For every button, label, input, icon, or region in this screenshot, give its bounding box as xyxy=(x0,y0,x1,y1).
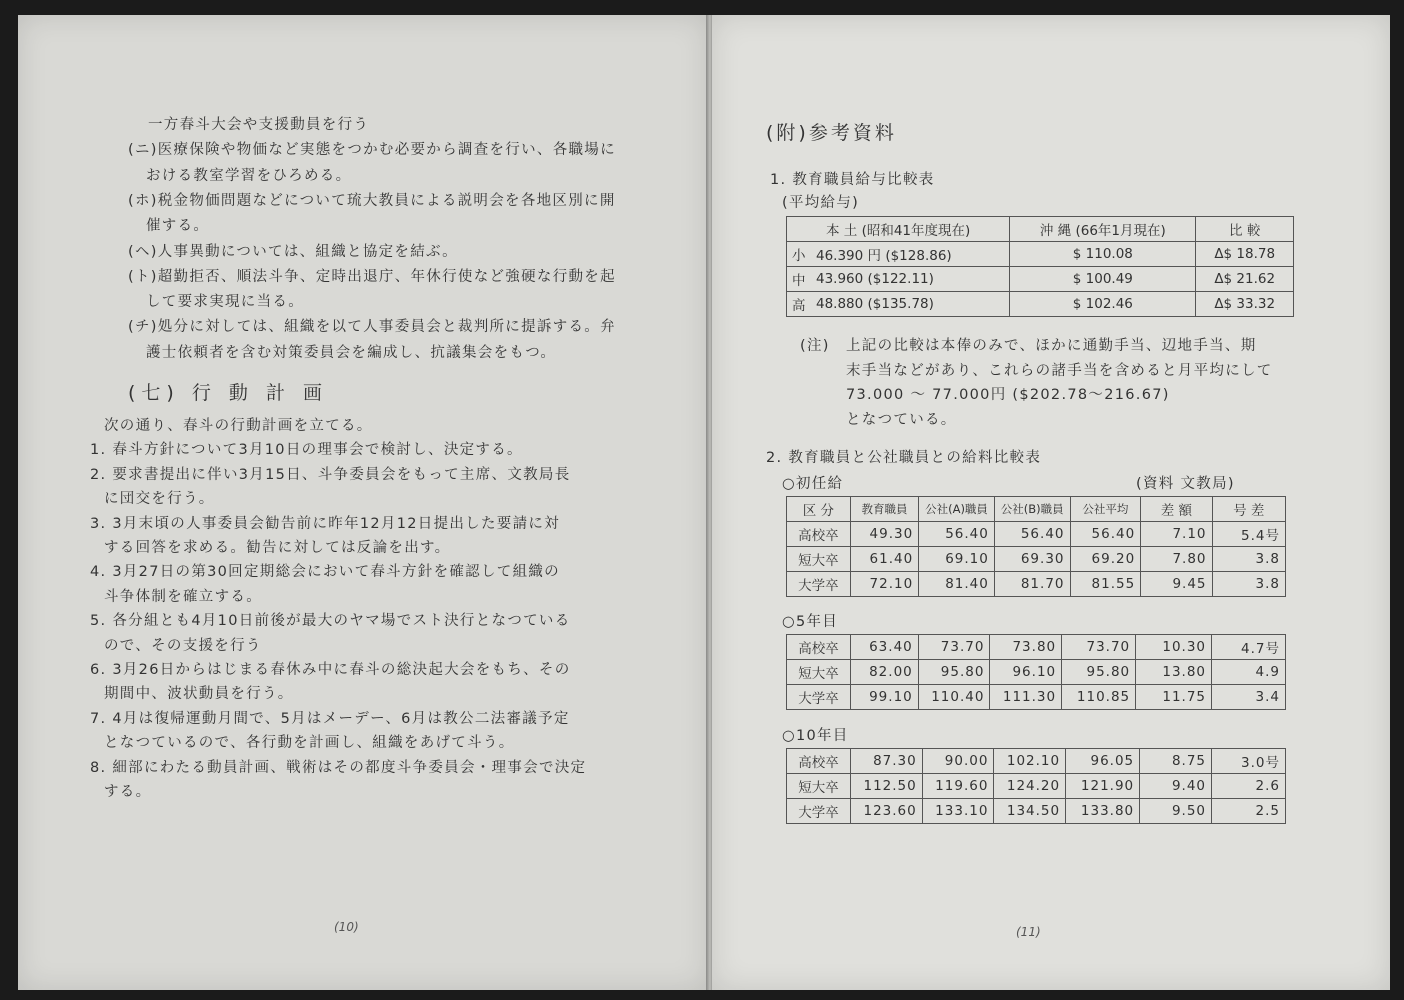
table-cell: 110.85 xyxy=(1062,685,1136,710)
subheading-1: 1. 教育職員給与比較表 xyxy=(770,172,935,188)
table-cell: $ 110.08 xyxy=(1010,242,1196,267)
table-cell: 73.70 xyxy=(1062,635,1136,660)
row-label-cell: 短大卒 xyxy=(787,660,851,685)
text-line: 7. 4月は復帰運動月間で、5月はメーデー、6月は教公二法審議予定 xyxy=(90,710,570,727)
text-line: に団交を行う。 xyxy=(104,491,215,508)
ten-year-salary-table xyxy=(786,748,1286,824)
text-line: 73.000 〜 77.000円 ($202.78〜216.67) xyxy=(846,387,1170,403)
text-line: おける教室学習をひろめる。 xyxy=(146,167,352,184)
subheading-5-years: ○5年目 xyxy=(782,614,839,630)
text-line: 護士依頼者を含む対策委員会を編成し、抗議集会をもつ。 xyxy=(146,344,557,361)
subheading-10-years: ○10年目 xyxy=(782,728,849,744)
row-label-cell: 大学卒 xyxy=(787,685,851,710)
table-cell: 82.00 xyxy=(851,660,919,685)
table-header-row xyxy=(787,497,1286,522)
table-cell: 123.60 xyxy=(851,799,923,824)
table-cell: 10.30 xyxy=(1136,635,1212,660)
row-label-cell: 高校卒 xyxy=(787,749,851,774)
text-line: 末手当などがあり、これらの諸手当を含めると月平均にして xyxy=(846,362,1273,379)
table-cell: 99.10 xyxy=(851,685,919,710)
salary-comparison-table xyxy=(786,216,1294,317)
table-header-cell: 本 土 (昭和41年度現在) xyxy=(787,217,1010,242)
text-line: (ヘ)人事異動については、組織と協定を結ぶ。 xyxy=(128,243,458,260)
text-line: ので、その支援を行う xyxy=(104,637,262,654)
text-line: する回答を求める。勧告に対しては反論を出す。 xyxy=(104,540,451,556)
table-cell: 46.390 円 ($128.86) xyxy=(811,242,1010,267)
table-cell: 56.40 xyxy=(919,522,995,547)
table-cell: 43.960 ($122.11) xyxy=(811,267,1010,292)
table-cell: 81.70 xyxy=(994,572,1070,597)
text-line: 8. 細部にわたる動員計画、戦術はその都度斗争委員会・理事会で決定 xyxy=(90,759,587,776)
table-row xyxy=(787,685,1286,710)
table-cell: 112.50 xyxy=(851,774,923,799)
subheading-2: 2. 教育職員と公社職員との給料比較表 xyxy=(766,450,1042,466)
appendix-heading: (附)参考資料 xyxy=(766,122,897,144)
subheading-initial-salary: ○初任給 xyxy=(782,476,844,492)
page-number-left: (10) xyxy=(334,920,359,934)
text-line: 2. 要求書提出に伴い3月15日、斗争委員会をもって主席、文教局長 xyxy=(90,466,571,483)
table-cell: 121.90 xyxy=(1066,774,1140,799)
table-header-cell: 差 額 xyxy=(1141,497,1212,522)
text-line: (ト)超勤拒否、順法斗争、定時出退庁、年休行使など強硬な行動を起 xyxy=(128,268,616,285)
table-cell: 81.55 xyxy=(1070,572,1141,597)
table-cell: 4.7号 xyxy=(1212,635,1286,660)
text-line: 催する。 xyxy=(146,218,210,235)
text-line: 4. 3月27日の第30回定期総会において春斗方針を確認して組織の xyxy=(90,564,560,581)
table-cell: 4.9 xyxy=(1212,660,1286,685)
table-cell: 69.30 xyxy=(994,547,1070,572)
table-cell: 119.60 xyxy=(922,774,994,799)
table-cell: 133.80 xyxy=(1066,799,1140,824)
table-header-cell: 比 較 xyxy=(1196,217,1294,242)
table-cell: 7.10 xyxy=(1141,522,1212,547)
text-line: 5. 各分組とも4月10日前後が最大のヤマ場でスト決行となつている xyxy=(90,613,571,630)
table-cell: 49.30 xyxy=(850,522,918,547)
table-cell: 134.50 xyxy=(994,799,1066,824)
row-label-cell: 大学卒 xyxy=(787,799,851,824)
table-cell: 90.00 xyxy=(922,749,994,774)
table-cell: 69.10 xyxy=(919,547,995,572)
table-cell: 111.30 xyxy=(990,685,1062,710)
row-label-cell: 高校卒 xyxy=(787,635,851,660)
table-row xyxy=(787,522,1286,547)
section-heading: (七) 行 動 計 画 xyxy=(128,382,328,404)
table-row xyxy=(787,774,1286,799)
table-cell: 96.10 xyxy=(990,660,1062,685)
table-row xyxy=(787,292,1294,317)
table-header-cell: 区 分 xyxy=(787,497,851,522)
table-cell: 48.880 ($135.78) xyxy=(811,292,1010,317)
table-header-cell: 公社平均 xyxy=(1070,497,1141,522)
table-cell: $ 100.49 xyxy=(1010,267,1196,292)
table-cell: 56.40 xyxy=(994,522,1070,547)
table-cell: 73.70 xyxy=(918,635,990,660)
source-note: (資料 文教局) xyxy=(1136,476,1235,492)
table-cell: 5.4号 xyxy=(1212,522,1285,547)
text-line: となつているので、各行動を計画し、組織をあげて斗う。 xyxy=(104,735,515,752)
table-cell: 87.30 xyxy=(851,749,923,774)
table-cell: 61.40 xyxy=(850,547,918,572)
table-cell: 3.8 xyxy=(1212,547,1285,572)
table-cell: 3.0号 xyxy=(1212,749,1286,774)
table-cell: 9.50 xyxy=(1140,799,1212,824)
table-cell: 2.6 xyxy=(1212,774,1286,799)
row-label-cell: 短大卒 xyxy=(787,547,851,572)
table-cell: 13.80 xyxy=(1136,660,1212,685)
table-row xyxy=(787,660,1286,685)
table-cell: 96.05 xyxy=(1066,749,1140,774)
initial-salary-table xyxy=(786,496,1286,597)
table-cell: 中 xyxy=(787,267,812,292)
text-line: (ニ)医療保険や物価など実態をつかむ必要から調査を行い、各職場に xyxy=(128,142,616,159)
text-line: 3. 3月末頃の人事委員会勧告前に昨年12月12日提出した要請に対 xyxy=(90,515,560,532)
table-header-cell: 沖 縄 (66年1月現在) xyxy=(1010,217,1196,242)
table-cell: 3.4 xyxy=(1212,685,1286,710)
table-cell: $ 102.46 xyxy=(1010,292,1196,317)
table-cell: 9.45 xyxy=(1141,572,1212,597)
row-label-cell: 高校卒 xyxy=(787,522,851,547)
table-header-row xyxy=(787,217,1294,242)
table-cell: 124.20 xyxy=(994,774,1066,799)
table-cell: 56.40 xyxy=(1070,522,1141,547)
row-label-cell: 大学卒 xyxy=(787,572,851,597)
table-cell: 81.40 xyxy=(919,572,995,597)
table-cell: 95.80 xyxy=(1062,660,1136,685)
text-line: 次の通り、春斗の行動計画を立てる。 xyxy=(104,418,373,434)
table-cell: 3.8 xyxy=(1212,572,1285,597)
text-line: 上記の比較は本俸のみで、ほかに通勤手当、辺地手当、期 xyxy=(846,338,1257,354)
text-line: (ホ)税金物価問題などについて琉大教員による説明会を各地区別に開 xyxy=(128,192,616,209)
text-line: 期間中、波状動員を行う。 xyxy=(104,686,294,703)
table-row xyxy=(787,799,1286,824)
table-row xyxy=(787,635,1286,660)
text-line: 6. 3月26日からはじまる春休み中に春斗の総決起大会をもち、その xyxy=(90,662,571,678)
table-header-cell: 公社(A)職員 xyxy=(919,497,995,522)
table-cell: 2.5 xyxy=(1212,799,1286,824)
table-header-cell: 号 差 xyxy=(1212,497,1285,522)
text-line: して要求実現に当る。 xyxy=(146,294,304,311)
table-cell: Δ$ 18.78 xyxy=(1196,242,1294,267)
table-cell: 102.10 xyxy=(994,749,1066,774)
table-cell: 8.75 xyxy=(1140,749,1212,774)
table-cell: 小 xyxy=(787,242,812,267)
table-row xyxy=(787,267,1294,292)
table-cell: Δ$ 21.62 xyxy=(1196,267,1294,292)
table-cell: 72.10 xyxy=(850,572,918,597)
table-cell: 110.40 xyxy=(918,685,990,710)
note-label: (注) xyxy=(800,338,830,354)
five-year-salary-table xyxy=(786,634,1286,710)
table-row xyxy=(787,547,1286,572)
table-row xyxy=(787,572,1286,597)
table-cell: 11.75 xyxy=(1136,685,1212,710)
table-cell: 高 xyxy=(787,292,812,317)
row-label-cell: 短大卒 xyxy=(787,774,851,799)
table-cell: 7.80 xyxy=(1141,547,1212,572)
table-cell: 73.80 xyxy=(990,635,1062,660)
text-line: 斗争体制を確立する。 xyxy=(104,588,262,605)
table-cell: 133.10 xyxy=(922,799,994,824)
table-header-cell: 教育職員 xyxy=(850,497,918,522)
text-line: する。 xyxy=(104,784,152,800)
table-cell: 95.80 xyxy=(918,660,990,685)
text-line: となつている。 xyxy=(846,411,957,428)
table-cell: 9.40 xyxy=(1140,774,1212,799)
subheading-1-note: (平均給与) xyxy=(782,195,860,211)
text-line: (チ)処分に対しては、組織を以て人事委員会と裁判所に提訴する。弁 xyxy=(128,319,616,336)
table-row xyxy=(787,749,1286,774)
text-line: 一方春斗大会や支援動員を行う xyxy=(148,117,370,133)
text-line: 1. 春斗方針について3月10日の理事会で検討し、決定する。 xyxy=(90,442,523,459)
table-row xyxy=(787,242,1294,267)
table-cell: Δ$ 33.32 xyxy=(1196,292,1294,317)
page-number-right: (11) xyxy=(1016,925,1041,939)
table-cell: 63.40 xyxy=(851,635,919,660)
table-cell: 69.20 xyxy=(1070,547,1141,572)
table-header-cell: 公社(B)職員 xyxy=(994,497,1070,522)
